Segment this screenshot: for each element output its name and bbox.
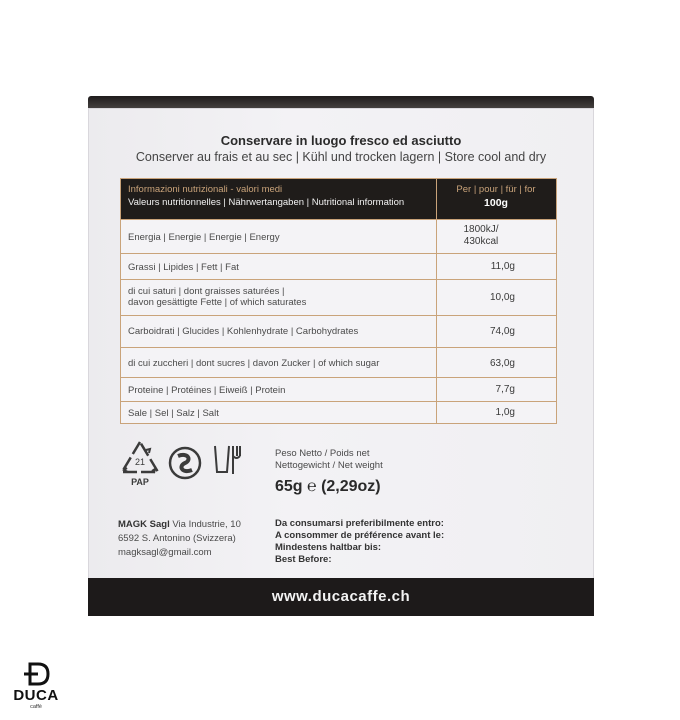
green-dot-icon <box>168 446 202 485</box>
website-bar <box>88 578 594 616</box>
company-address2: 6592 S. Antonino (Svizzera) <box>118 533 236 544</box>
row-label: Sale | Sel | Salz | Salt <box>128 408 219 419</box>
per-amount: 100g <box>484 197 508 209</box>
row-value: 1,0g <box>495 407 515 418</box>
storage-subtitle: Conserver au frais et au sec | Kühl und trocken lagern | Store cool and dry <box>135 150 547 164</box>
nutrition-row-salt <box>121 401 556 424</box>
net-weight-label: Peso Netto / Poids net Nettogewicht / Net weight <box>275 448 383 471</box>
row-value: 11,0g <box>490 261 515 272</box>
row-value: 7,7g <box>495 384 515 395</box>
row-value: 74,0g <box>489 326 515 337</box>
svg-text:21: 21 <box>134 457 146 467</box>
nutrition-row-protein <box>121 377 556 402</box>
nutrition-row-carbs <box>121 315 556 348</box>
company-address1: Via Industrie, 10 <box>172 519 241 530</box>
logo-wordmark: DUCA <box>13 687 59 704</box>
row-value: 10,0g <box>489 292 515 303</box>
company-email: magksagl@gmail.com <box>118 547 212 558</box>
row-label: di cui zuccheri | dont sucres | davon Zucker | of which sugar <box>128 358 380 369</box>
nutrition-row-sugar <box>121 347 556 378</box>
food-safe-icon <box>212 444 242 481</box>
nutrition-header-it: Informazioni nutrizionali - valori medi <box>128 184 283 195</box>
company-info <box>118 518 241 560</box>
row-value: 1800kJ/ 430kcal <box>463 224 499 247</box>
per-label: Per | pour | für | for <box>456 184 536 195</box>
row-label: Carboidrati | Glucides | Kohlenhydrate | Carbohydrates <box>128 326 359 337</box>
row-value: 63,0g <box>489 358 515 369</box>
storage-title: Conservare in luogo fresco ed asciutto <box>220 133 462 148</box>
nutrition-row-saturates <box>121 279 556 316</box>
company-name: MAGK Sagl <box>118 519 170 530</box>
row-label: Grassi | Lipides | Fett | Fat <box>128 262 239 273</box>
nutrition-table <box>120 178 557 424</box>
svg-text:PAP: PAP <box>131 477 149 487</box>
logo-subtitle: caffè <box>30 704 42 710</box>
recycling-triangle-icon <box>118 438 162 495</box>
nutrition-row-energy <box>121 219 556 254</box>
net-weight-value: 65g ℮ (2,29oz) <box>275 478 381 495</box>
row-label: Proteine | Protéines | Eiweiß | Protein <box>128 385 286 396</box>
row-label: Energia | Energie | Energie | Energy <box>128 232 280 243</box>
nutrition-header-multilang: Valeurs nutritionnelles | Nährwertangaben | Nutritional information <box>128 197 405 208</box>
package-panel <box>88 108 594 616</box>
nutrition-row-fat <box>121 253 556 280</box>
website-url: www.ducacaffe.ch <box>271 588 411 605</box>
best-before-block: Da consumarsi preferibilmente entro: A consommer de préférence avant le: Mindestens haltbar bis: Best Before: <box>275 518 445 565</box>
row-label: di cui saturi | dont graisses saturées | davon gesättigte Fette | of which saturates <box>128 286 307 308</box>
nutrition-header <box>121 179 556 219</box>
